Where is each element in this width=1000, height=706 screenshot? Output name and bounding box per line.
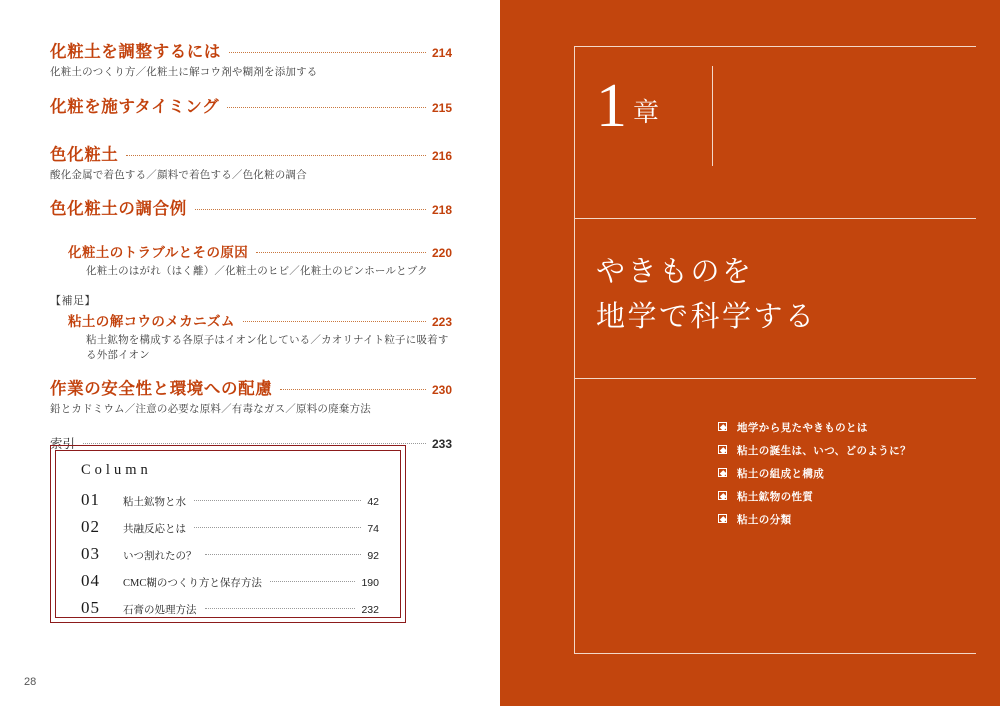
column-box [50, 445, 406, 623]
chapter-divider-bottom [574, 378, 976, 379]
toc-entry-page: 218 [431, 203, 452, 218]
toc-entry[interactable] [50, 141, 452, 165]
toc-entry[interactable] [50, 241, 452, 261]
diamond-icon [718, 491, 729, 502]
toc-entry-title: 粘土の解コウのメカニズム [68, 314, 235, 330]
toc-subtitle: 粘土鉱物を構成する各原子はイオン化している／カオリナイト粒子に吸着する外部イオン [86, 335, 449, 361]
chapter-contents-label: 粘土の組成と構成 [737, 469, 825, 480]
diamond-icon [718, 445, 729, 456]
toc-note: 【補足】 [50, 295, 96, 308]
toc-subtitle: 鉛とカドミウム／注意の必要な原料／有毒なガス／原料の廃棄方法 [50, 404, 371, 416]
toc-entry-title: 色化粧土の調合例 [50, 199, 187, 219]
diamond-icon [718, 422, 729, 433]
toc-entry-page: 223 [431, 315, 452, 330]
toc-subtitle [50, 223, 452, 229]
toc-entry-title: 索引 [50, 437, 76, 452]
toc-entry-title: 化粧を施すタイミング [50, 96, 220, 116]
column-number: 01 [81, 490, 100, 509]
chapter-number-group [596, 72, 660, 140]
column-row[interactable] [81, 544, 379, 571]
toc-entry-title: 化粧土を調整するには [50, 42, 221, 61]
toc-leader [256, 252, 426, 253]
column-number: 05 [81, 598, 100, 617]
chapter-contents-item[interactable] [718, 466, 911, 481]
chapter-contents-item[interactable] [718, 512, 911, 527]
toc-subtitle: 化粧土のつくり方／化粧土に解コウ剤や糊剤を添加する [50, 67, 318, 78]
column-row[interactable] [81, 571, 379, 598]
column-row[interactable] [81, 598, 379, 625]
toc-leader [243, 321, 426, 322]
chapter-contents-label: 粘土の誕生は、いつ、どのように？ [737, 446, 911, 457]
toc-entry[interactable] [50, 195, 452, 219]
chapter-title-line2: 地学で科学する [596, 300, 817, 333]
toc-entry[interactable] [50, 93, 452, 117]
column-row[interactable] [81, 517, 379, 544]
column-label: いつ割れたの？ [123, 551, 197, 562]
column-page: 190 [361, 577, 379, 589]
diamond-icon [718, 468, 729, 479]
column-page: 92 [367, 550, 379, 562]
toc-entry-title: 作業の安全性と環境への配慮 [50, 379, 273, 399]
column-leader [270, 581, 356, 582]
column-row[interactable] [81, 490, 379, 517]
chapter-title [596, 250, 817, 340]
toc-subtitle: 酸化金属で着色する／顔料で着色する／色化粧の調合 [50, 169, 307, 181]
toc-entry-title: 化粧土のトラブルとその原因 [68, 245, 249, 261]
toc-entry-page: 215 [431, 100, 452, 115]
column-number: 03 [81, 544, 100, 563]
chapter-contents-item[interactable] [718, 443, 911, 458]
chapter-contents-item[interactable] [718, 420, 911, 435]
column-label: CMC糊のつくり方と保存方法 [123, 578, 262, 589]
column-leader [205, 608, 356, 609]
column-label: 共融反応とは [123, 524, 186, 535]
right-page-chapter-opener [500, 0, 1000, 706]
toc-subtitle: 化粧土のはがれ（はく離）／化粧土のヒビ／化粧土のピンホールとブク [86, 266, 428, 278]
chapter-contents-list [718, 420, 911, 535]
chapter-title-line1: やきものを [596, 256, 754, 288]
chapter-divider-top [574, 218, 976, 219]
chapter-number: 1 [596, 72, 627, 140]
toc-entry[interactable] [50, 375, 452, 399]
column-leader [205, 554, 362, 555]
toc-leader [227, 107, 426, 108]
table-of-contents [50, 38, 452, 456]
toc-entry-page: 233 [431, 437, 452, 452]
column-label: 石膏の処理方法 [123, 605, 197, 616]
toc-entry-page: 220 [431, 246, 452, 261]
column-heading: Column [81, 462, 152, 478]
chapter-contents-label: 粘土の分類 [737, 515, 792, 526]
column-page: 74 [367, 523, 379, 535]
toc-entry-title: 色化粧土 [50, 144, 119, 164]
toc-subtitle [50, 121, 452, 129]
column-number: 04 [81, 571, 100, 590]
diamond-icon [718, 514, 729, 525]
toc-leader [229, 52, 426, 53]
column-page: 42 [367, 496, 379, 508]
chapter-contents-label: 粘土鉱物の性質 [737, 492, 814, 503]
toc-entry[interactable] [50, 310, 452, 330]
column-number: 02 [81, 517, 100, 536]
column-leader [194, 527, 361, 528]
toc-leader [195, 209, 426, 210]
column-leader [194, 500, 361, 501]
chapter-contents-label: 地学から見たやきものとは [737, 423, 868, 434]
toc-entry[interactable] [50, 38, 452, 62]
column-page: 232 [361, 604, 379, 616]
column-list [81, 490, 379, 625]
chapter-contents-item[interactable] [718, 489, 911, 504]
toc-leader [280, 389, 426, 390]
chapter-number-rule [712, 66, 713, 166]
column-label: 粘土鉱物と水 [123, 497, 186, 508]
toc-entry-page: 230 [431, 383, 452, 398]
page-folio: 28 [24, 676, 37, 688]
toc-entry-page: 216 [431, 148, 452, 163]
toc-entry-page: 214 [431, 46, 452, 60]
toc-leader [126, 155, 426, 156]
toc-leader [83, 443, 426, 444]
chapter-number-suffix: 章 [633, 98, 660, 128]
chapter-frame [574, 46, 976, 654]
